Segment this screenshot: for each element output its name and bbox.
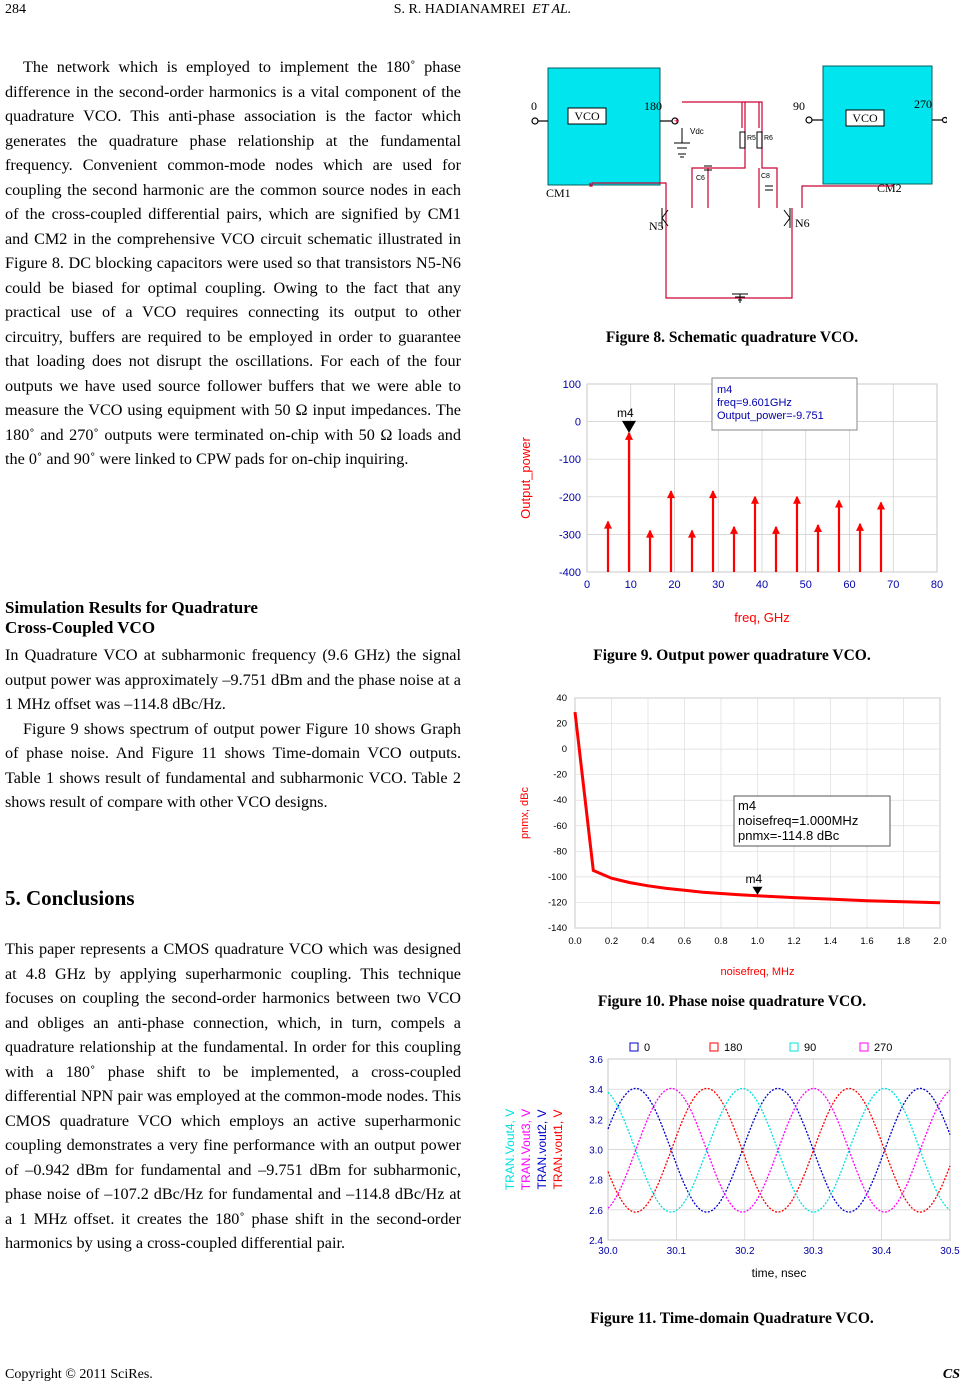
legend-swatch xyxy=(710,1043,718,1051)
section-heading-line-2: Cross-Coupled VCO xyxy=(5,618,156,637)
marker-readout-line: Output_power=-9.751 xyxy=(717,410,824,422)
y-tick-label: -80 xyxy=(553,846,567,858)
legend-swatch xyxy=(630,1043,638,1051)
x-tick-label: 30.2 xyxy=(735,1246,755,1257)
y-tick-label: 3.4 xyxy=(589,1085,603,1097)
x-tick-label: 50 xyxy=(799,579,812,591)
legend-entry: 270 xyxy=(874,1042,893,1054)
x-axis-label: time, nsec xyxy=(751,1266,807,1280)
spectrum-bar-head xyxy=(688,530,696,538)
y-tick-label: 2.4 xyxy=(589,1236,603,1247)
r5-label: R5 xyxy=(747,135,756,142)
paragraph-1-text: The network which is employed to implement the 180˚ phase difference in the second-order harmonics is a vital component of the quadrature VCO. This anti-phase association is the factor which generates the quadrature phase relationship at the fundamental frequency. Convenient common-mode nodes which are used for coupling the second harmonic are the common source nodes in each of the cross-coupled differential pairs, which are signified by CM1 and CM2 in the comprehensive VCO circuit schematic illustrated in Figure 8. DC blocking capacitors were used so that transistors N5-N6 could be biased for optimal coupling. Owing to the fact that any practical use of a VCO requires connecting its output to other circuitry, buffers are required to be employed in order to guarantee that loading does not disrupt the oscillations. For each of the four outputs we have used source follower buffers that we were able to measure the VCO using equipment with 50 Ω input impedances. The 180˚ and 270˚ outputs were terminated on-chip with 50 Ω loads and the 0˚ and 90˚ were linked to CPW pads for on-chip inquiring. xyxy=(5,58,461,468)
x-axis-label: noisefreq, MHz xyxy=(720,966,795,978)
y-tick-label: -100 xyxy=(558,454,581,467)
marker-m4-label: m4 xyxy=(745,871,763,886)
y-tick-label: -200 xyxy=(558,491,581,504)
y-tick-label: 20 xyxy=(556,718,567,730)
vco-right-label: VCO xyxy=(852,111,878,125)
x-tick-label: 0.6 xyxy=(677,936,692,947)
port-90-label: 90 xyxy=(793,99,805,113)
page-number: 284 xyxy=(5,2,26,17)
y-tick-label: 2.8 xyxy=(589,1175,603,1187)
y-axis-label: TRAN.Vout4, V xyxy=(503,1108,517,1191)
x-tick-label: 70 xyxy=(887,579,900,591)
spectrum-bar-head xyxy=(646,530,654,538)
section-heading-line-1: Simulation Results for Quadrature xyxy=(5,598,258,617)
footer-journal: CS xyxy=(942,1367,960,1382)
legend-swatch xyxy=(860,1043,868,1051)
spectrum-bar-head xyxy=(877,501,885,509)
x-tick-label: 0 xyxy=(583,579,591,591)
spectrum-bar-head xyxy=(772,526,780,534)
spectrum-bar-head xyxy=(625,432,633,440)
y-tick-label: -400 xyxy=(558,567,581,579)
running-head-authors: S. R. HADIANAMREI xyxy=(393,2,526,17)
legend-entry: 90 xyxy=(804,1042,817,1054)
spectrum-bar-head xyxy=(709,490,717,498)
x-tick-label: 2.0 xyxy=(933,936,947,947)
paragraph-4 xyxy=(5,937,461,1256)
y-axis-label: TRAN.Vout3, V xyxy=(519,1108,533,1191)
x-axis-label: freq, GHz xyxy=(734,610,790,625)
figure-9-caption: Figure 9. Output power quadrature VCO. xyxy=(593,647,871,664)
x-tick-label: 0.8 xyxy=(714,936,728,947)
n5-label: N5 xyxy=(649,219,664,233)
port-180-label: 180 xyxy=(644,99,662,113)
x-tick-label: 1.6 xyxy=(860,936,874,947)
y-axis-label: Output_power xyxy=(518,437,533,519)
vco-block-left xyxy=(548,68,660,185)
x-tick-label: 1.2 xyxy=(787,936,801,947)
x-tick-label: 1.8 xyxy=(896,936,911,947)
y-tick-label: -100 xyxy=(547,871,567,883)
x-tick-label: 1.0 xyxy=(750,936,765,947)
y-tick-label: 0 xyxy=(574,416,581,429)
n6-label: N6 xyxy=(795,216,810,230)
x-tick-label: 40 xyxy=(755,579,769,591)
legend-entry: 180 xyxy=(724,1042,743,1054)
vco-left-label: VCO xyxy=(574,109,600,123)
port-0-label: 0 xyxy=(531,99,537,113)
marker-readout-line: noisefreq=1.000MHz xyxy=(738,813,859,828)
running-head-etal: ET AL. xyxy=(532,2,572,17)
c8-label: C8 xyxy=(761,173,770,180)
x-tick-label: 20 xyxy=(668,579,681,591)
series-line xyxy=(608,1088,950,1212)
x-tick-label: 0.4 xyxy=(641,936,655,947)
y-tick-label: 40 xyxy=(556,693,567,704)
conclusions-heading: 5. Conclusions xyxy=(5,886,135,910)
figure-8-caption: Figure 8. Schematic quadrature VCO. xyxy=(605,329,859,346)
running-head xyxy=(0,2,965,18)
y-tick-label: -300 xyxy=(558,529,581,542)
paragraph-1 xyxy=(5,55,461,472)
marker-readout-line: freq=9.601GHz xyxy=(717,397,792,409)
spectrum-bar-head xyxy=(667,490,675,498)
cm1-label: CM1 xyxy=(546,186,571,200)
x-tick-label: 0.0 xyxy=(568,936,582,947)
spectrum-bar-head xyxy=(730,526,738,534)
section-heading xyxy=(5,598,258,638)
vdc-label: Vdc xyxy=(690,127,704,136)
x-tick-label: 30.3 xyxy=(803,1246,823,1257)
spectrum-bar-head xyxy=(814,524,822,532)
series-line xyxy=(608,1088,950,1212)
marker-readout-line: m4 xyxy=(717,384,733,396)
x-tick-label: 1.4 xyxy=(823,936,838,947)
y-tick-label: -40 xyxy=(553,795,567,807)
x-tick-label: 30.0 xyxy=(598,1246,618,1257)
figure-11-caption: Figure 11. Time-domain Quadrature VCO. xyxy=(590,1310,874,1327)
paragraph-3-text: Figure 9 shows spectrum of output power Figure 10 shows Graph of phase noise. And Figure 11 shows Time-domain VCO outputs. Table 1 shows result of fundamental and subharmonic VCO. Table 2 shows result of compare with other VCO designs. xyxy=(5,719,461,811)
y-tick-label: -20 xyxy=(553,769,567,781)
y-tick-label: 0 xyxy=(561,744,567,756)
footer-copyright: Copyright © 2011 SciRes. xyxy=(5,1367,153,1382)
y-tick-label: 3.0 xyxy=(589,1145,603,1157)
x-tick-label: 30.1 xyxy=(666,1246,687,1257)
port-270-label: 270 xyxy=(914,97,932,111)
marker-readout-line: m4 xyxy=(738,798,757,813)
figure-10-chart xyxy=(512,690,952,980)
spectrum-bar-head xyxy=(856,523,864,531)
marker-m4-icon xyxy=(753,887,763,895)
y-tick-label: -140 xyxy=(547,923,567,934)
figure-11-chart xyxy=(500,1035,960,1300)
x-tick-label: 30.4 xyxy=(871,1246,892,1257)
y-axis-label: TRAN.vout2, V xyxy=(535,1109,549,1190)
x-tick-label: 30.5 xyxy=(940,1246,960,1257)
marker-m4-label: m4 xyxy=(617,405,634,420)
marker-m4-icon xyxy=(622,421,636,433)
r6-label: R6 xyxy=(764,135,773,142)
y-tick-label: 100 xyxy=(562,379,581,391)
y-tick-label: 2.6 xyxy=(589,1205,603,1217)
x-tick-label: 10 xyxy=(624,579,637,591)
cm2-label: CM2 xyxy=(877,181,902,195)
x-tick-label: 30 xyxy=(712,579,725,591)
x-tick-label: 80 xyxy=(930,579,944,591)
y-axis-label: TRAN.vout1, V xyxy=(551,1109,565,1190)
y-axis-label: pnmx, dBc xyxy=(519,787,531,839)
legend-entry: 0 xyxy=(644,1042,651,1054)
y-tick-label: -60 xyxy=(553,820,567,832)
marker-readout-line: pnmx=-114.8 dBc xyxy=(738,828,840,843)
paragraph-4-text: This paper represents a CMOS quadrature VCO which was designed at 4.8 GHz by applying superharmonic coupling. This technique focuses on coupling the second-order harmonics between two VCO and obliges an anti-phase connection, which, in turn, compels a quadrature relationship at the fundamental. In order for this coupling with a 180˚ phase shift to be implemented, a cross-coupled differential NPN pair was employed at the common-mode nodes. This CMOS quadrature VCO which employs an active superharmonic coupling demonstrates a very fine performance with an output power of –0.942 dBm for fundamental and –9.751 dBm for subharmonic, phase noise of –107.2 dBc/Hz for fundamental and –114.8 dBc/Hz at a 1 MHz offset. it creates the 180˚ phase shift in the second-order harmonics by using a cross-coupled differential pair. xyxy=(5,940,461,1252)
spectrum-bar-head xyxy=(835,500,843,508)
x-tick-label: 60 xyxy=(843,579,856,591)
vco-block-right xyxy=(823,66,932,184)
y-tick-label: 3.2 xyxy=(589,1115,603,1127)
figure-9-chart xyxy=(512,368,952,633)
plus-sign: + xyxy=(674,116,680,126)
y-tick-label: 3.6 xyxy=(589,1055,603,1066)
c6-label: C6 xyxy=(696,175,705,182)
paragraph-2-text: In Quadrature VCO at subharmonic frequency (9.6 GHz) the signal output power was approximately –9.751 dBm and the phase noise at a 1 MHz offset was –114.8 dBc/Hz. xyxy=(5,646,461,713)
x-tick-label: 0.2 xyxy=(604,936,619,947)
y-tick-label: -120 xyxy=(547,897,567,909)
paragraph-2 xyxy=(5,643,461,815)
figure-10-caption: Figure 10. Phase noise quadrature VCO. xyxy=(597,993,867,1010)
series-line xyxy=(608,1088,950,1212)
series-line xyxy=(608,1088,950,1212)
figure-8-schematic xyxy=(512,58,947,303)
legend-swatch xyxy=(790,1043,798,1051)
spectrum-bar-head xyxy=(604,521,612,529)
